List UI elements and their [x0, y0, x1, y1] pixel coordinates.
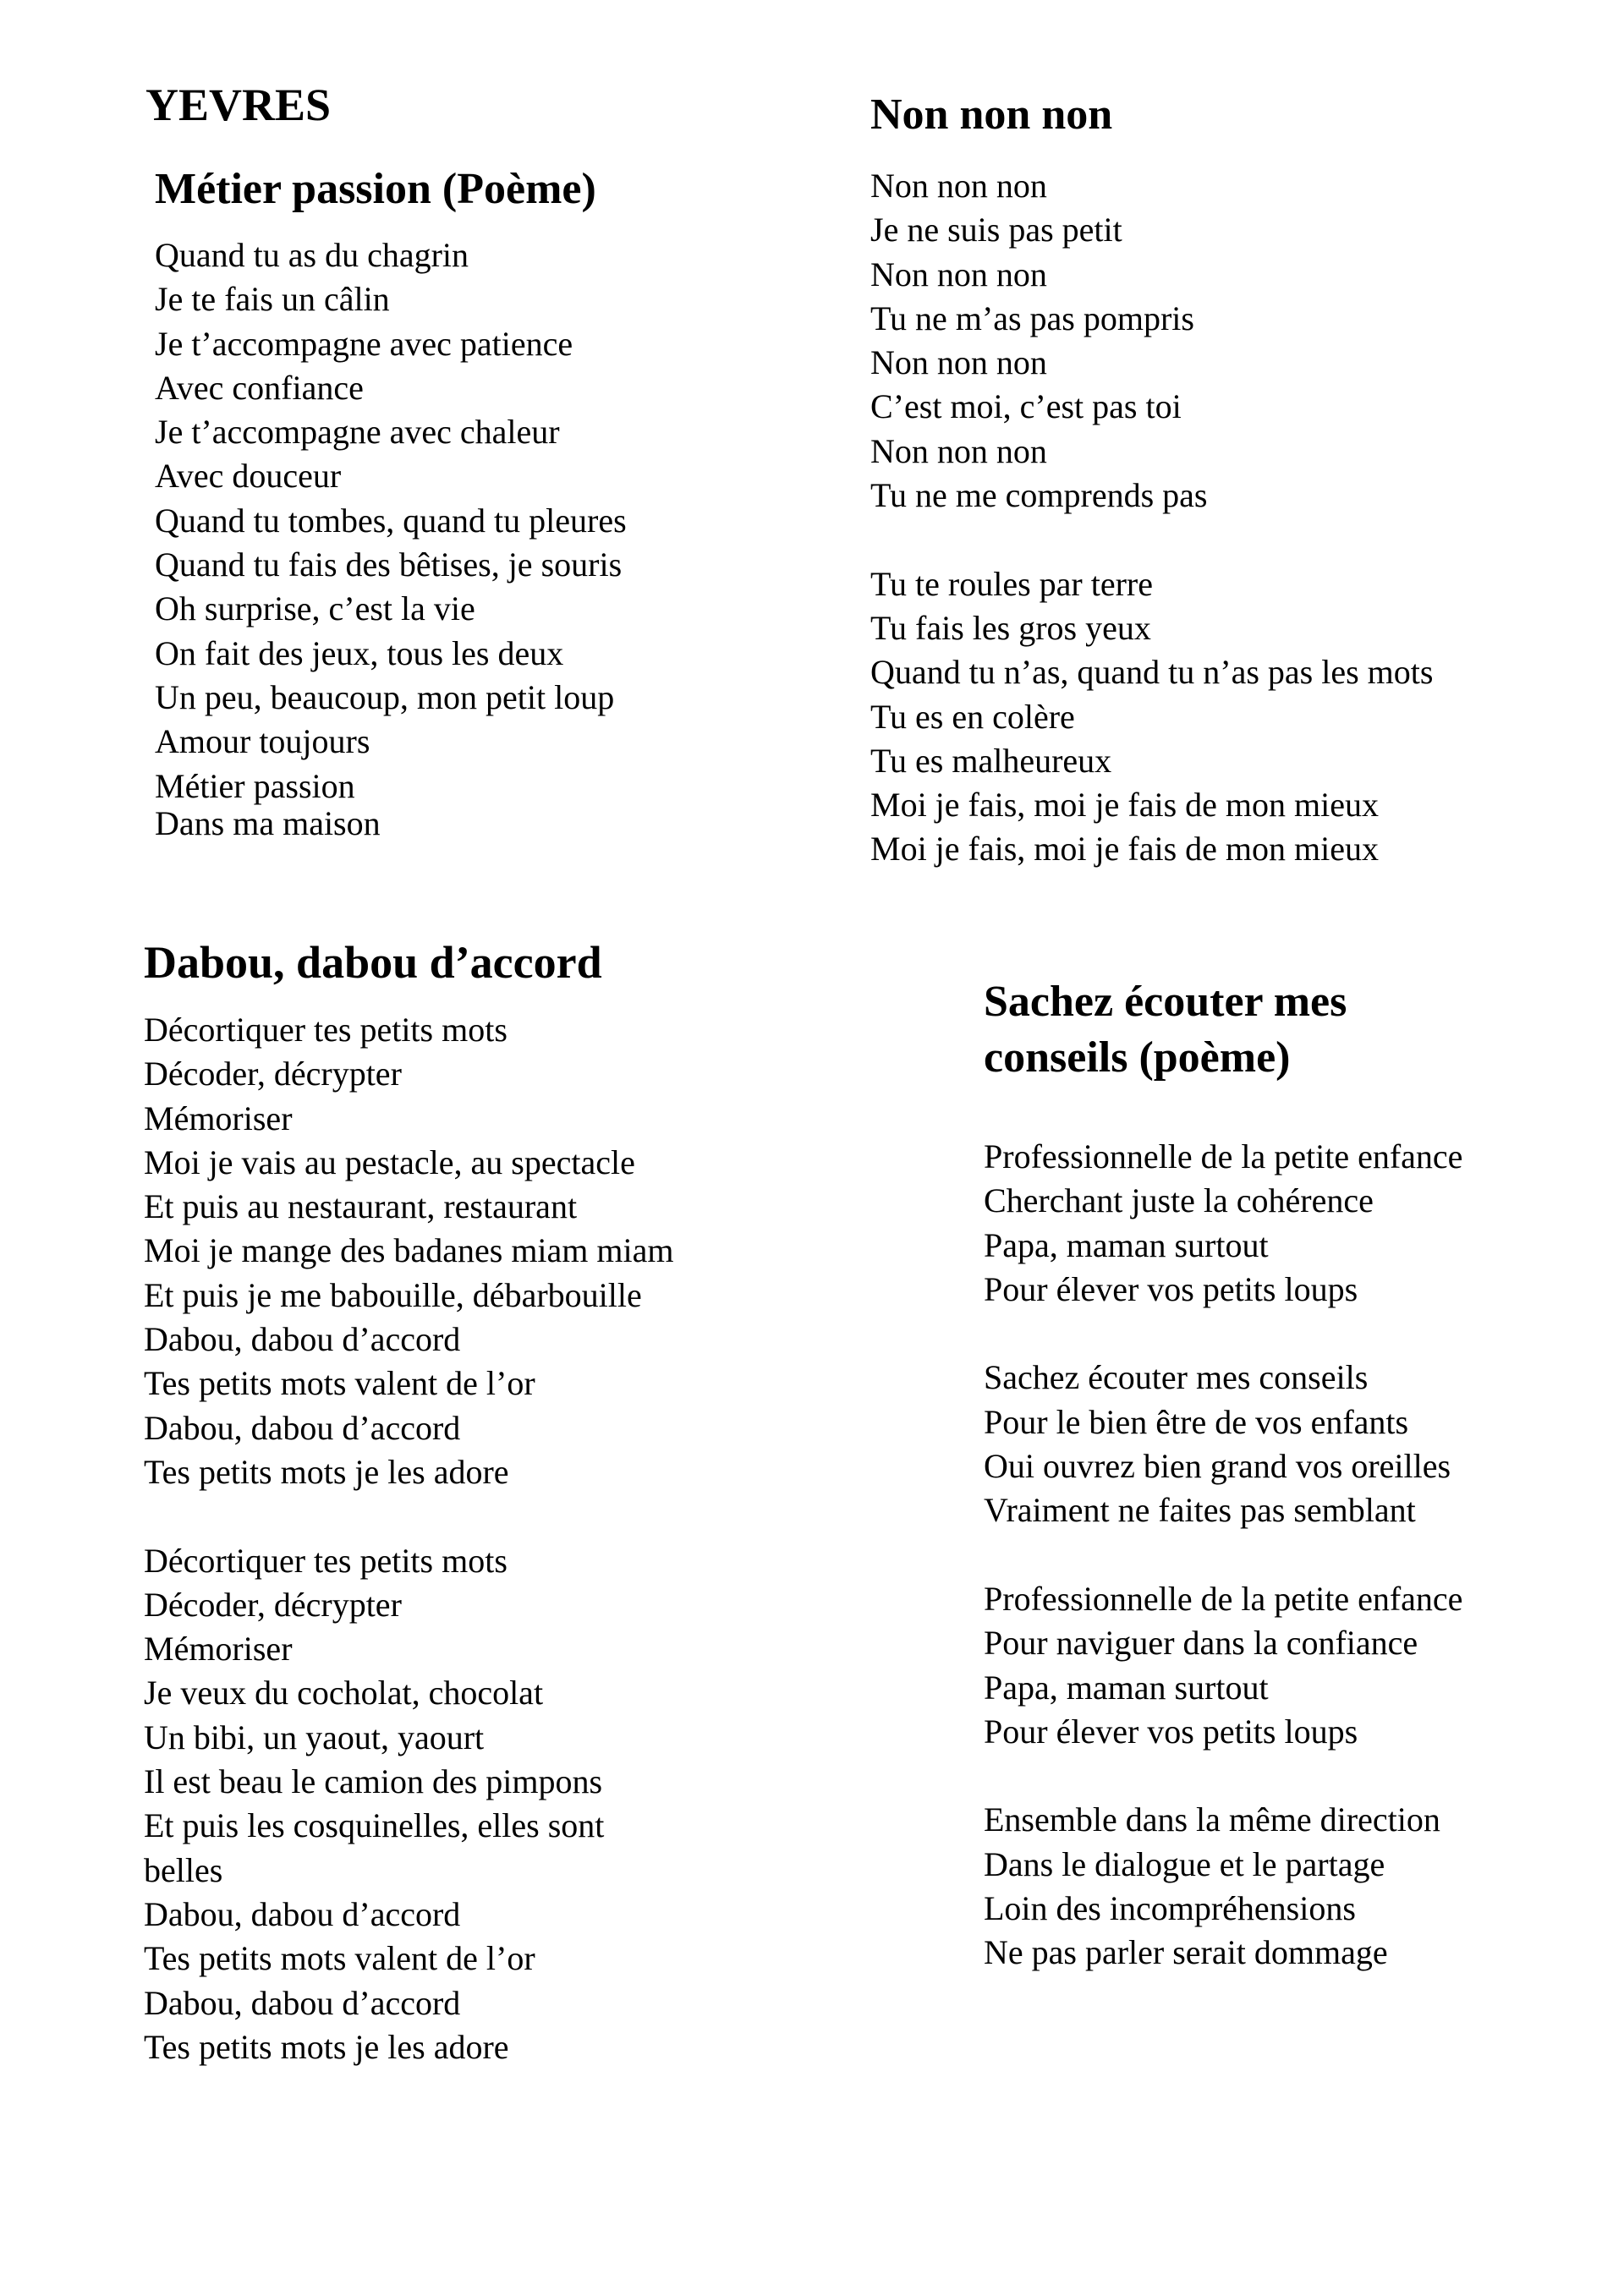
poem-line: Dans ma maison	[155, 808, 381, 839]
poem-line: Non non non	[870, 167, 1047, 205]
poem-line: Pour élever vos petits loups	[984, 1712, 1358, 1751]
poem-line: Dabou, dabou d’accord	[144, 1894, 461, 1933]
poem-line: Un bibi, un yaout, yaourt	[144, 1718, 485, 1756]
poem-line: Dabou, dabou d’accord	[144, 1320, 461, 1359]
poem-line: Quand tu as du chagrin	[155, 236, 469, 274]
poem-line: Et puis au nestaurant, restaurant	[144, 1187, 578, 1226]
poem-line: Décoder, décrypter	[144, 1585, 402, 1624]
poem-line: Tu ne me comprends pas	[870, 476, 1208, 515]
poem-line: Et puis les cosquinelles, elles sont	[144, 1806, 605, 1845]
poem-line: Papa, maman surtout	[984, 1225, 1269, 1264]
poem-line: Non non non	[870, 255, 1047, 293]
poem-line: Je te fais un câlin	[155, 280, 390, 319]
poem-line: Moi je fais, moi je fais de mon mieux	[870, 830, 1379, 869]
poem-title: Métier passion (Poème)	[155, 165, 596, 213]
poem-line: Pour élever vos petits loups	[984, 1269, 1358, 1308]
poem-body	[984, 1135, 1462, 1975]
poem-line: Quand tu n’as, quand tu n’as pas les mots	[870, 653, 1434, 692]
poem-line: Tu ne m’as pas pompris	[870, 299, 1194, 337]
poem-line: Quand tu tombes, quand tu pleures	[155, 501, 627, 540]
poem-line: Je t’accompagne avec patience	[155, 324, 573, 363]
poem-title-line: Sachez écouter mes	[984, 978, 1347, 1026]
stanza-break	[984, 1754, 1462, 1798]
poem-line: belles	[144, 1850, 223, 1889]
poem-line: C’est moi, c’est pas toi	[870, 387, 1182, 426]
poem-line: Mémoriser	[144, 1099, 293, 1137]
poem-sachez-ecouter	[984, 974, 1462, 1975]
poem-line: Mémoriser	[144, 1630, 293, 1669]
poem-line: Tes petits mots je les adore	[144, 1452, 509, 1491]
poem-line: Tes petits mots valent de l’or	[144, 1364, 535, 1403]
place-label: YEVRES	[145, 79, 332, 130]
poem-line: Tu es malheureux	[870, 741, 1112, 780]
poem-line: Et puis je me babouille, débarbouille	[144, 1275, 642, 1314]
poem-line: Pour naviguer dans la confiance	[984, 1624, 1418, 1663]
poem-line: Ensemble dans la même direction	[984, 1800, 1440, 1839]
poem-body	[144, 1008, 674, 2069]
poem-line: Dabou, dabou d’accord	[144, 1408, 461, 1447]
poem-dabou-dabou-daccord	[144, 930, 674, 2069]
poem-line: Dabou, dabou d’accord	[144, 1983, 461, 2022]
poem-line: Tu fais les gros yeux	[870, 608, 1151, 647]
stanza-break	[984, 1533, 1462, 1577]
poem-line: Tu es en colère	[870, 697, 1075, 736]
poem-line: Pour le bien être de vos enfants	[984, 1402, 1409, 1441]
poem-line: Oui ouvrez bien grand vos oreilles	[984, 1447, 1451, 1486]
poem-metier-passion	[155, 159, 627, 846]
poem-line: Loin des incompréhensions	[984, 1889, 1356, 1928]
stanza-break	[144, 1494, 674, 1538]
poem-line: Avec douceur	[155, 457, 342, 496]
poem-line: Dans le dialogue et le partage	[984, 1844, 1385, 1883]
poem-line: Ne pas parler serait dommage	[984, 1933, 1388, 1972]
poem-line: On fait des jeux, tous les deux	[155, 633, 564, 672]
poem-line: Quand tu fais des bêtises, je souris	[155, 545, 623, 584]
poem-line: Tes petits mots valent de l’or	[144, 1939, 535, 1978]
poem-line: Tu te roules par terre	[870, 564, 1153, 603]
poem-title	[984, 974, 1462, 1086]
poem-line: Professionnelle de la petite enfance	[984, 1137, 1463, 1175]
poem-line: Moi je vais au pestacle, au spectacle	[144, 1143, 635, 1181]
poem-line: Cherchant juste la cohérence	[984, 1181, 1374, 1220]
poem-line: Moi je fais, moi je fais de mon mieux	[870, 786, 1379, 825]
poem-line: Moi je mange des badanes miam miam	[144, 1231, 674, 1270]
poem-line: Non non non	[870, 343, 1047, 382]
poem-body	[155, 233, 627, 846]
poem-line: Il est beau le camion des pimpons	[144, 1762, 603, 1801]
poem-line: Vraiment ne faites pas semblant	[984, 1491, 1416, 1530]
poem-line: Sachez écouter mes conseils	[984, 1358, 1369, 1397]
poem-line: Professionnelle de la petite enfance	[984, 1579, 1463, 1618]
poem-line: Décortiquer tes petits mots	[144, 1541, 508, 1580]
poem-line: Décoder, décrypter	[144, 1055, 402, 1093]
poem-line: Je veux du cocholat, chocolat	[144, 1674, 544, 1712]
poem-title: Dabou, dabou d’accord	[144, 937, 602, 988]
poem-line: Décortiquer tes petits mots	[144, 1011, 508, 1049]
poem-line: Avec confiance	[155, 368, 364, 407]
poem-title: Non non non	[870, 90, 1113, 139]
stanza-break	[984, 1312, 1462, 1356]
poem-line: Je t’accompagne avec chaleur	[155, 413, 560, 452]
poem-non-non-non	[870, 85, 1433, 872]
poem-line: Tes petits mots je les adore	[144, 2027, 509, 2066]
poem-line: Un peu, beaucoup, mon petit loup	[155, 677, 615, 716]
poem-line: Je ne suis pas petit	[870, 211, 1122, 249]
poem-line: Métier passion	[155, 766, 355, 805]
poem-line: Amour toujours	[155, 722, 370, 761]
poem-title-line: conseils (poème)	[984, 1033, 1291, 1082]
poem-line: Papa, maman surtout	[984, 1668, 1269, 1707]
poem-line: Non non non	[870, 431, 1047, 470]
stanza-break	[870, 518, 1433, 562]
poem-body	[870, 164, 1433, 872]
poem-line: Oh surprise, c’est la vie	[155, 589, 475, 628]
